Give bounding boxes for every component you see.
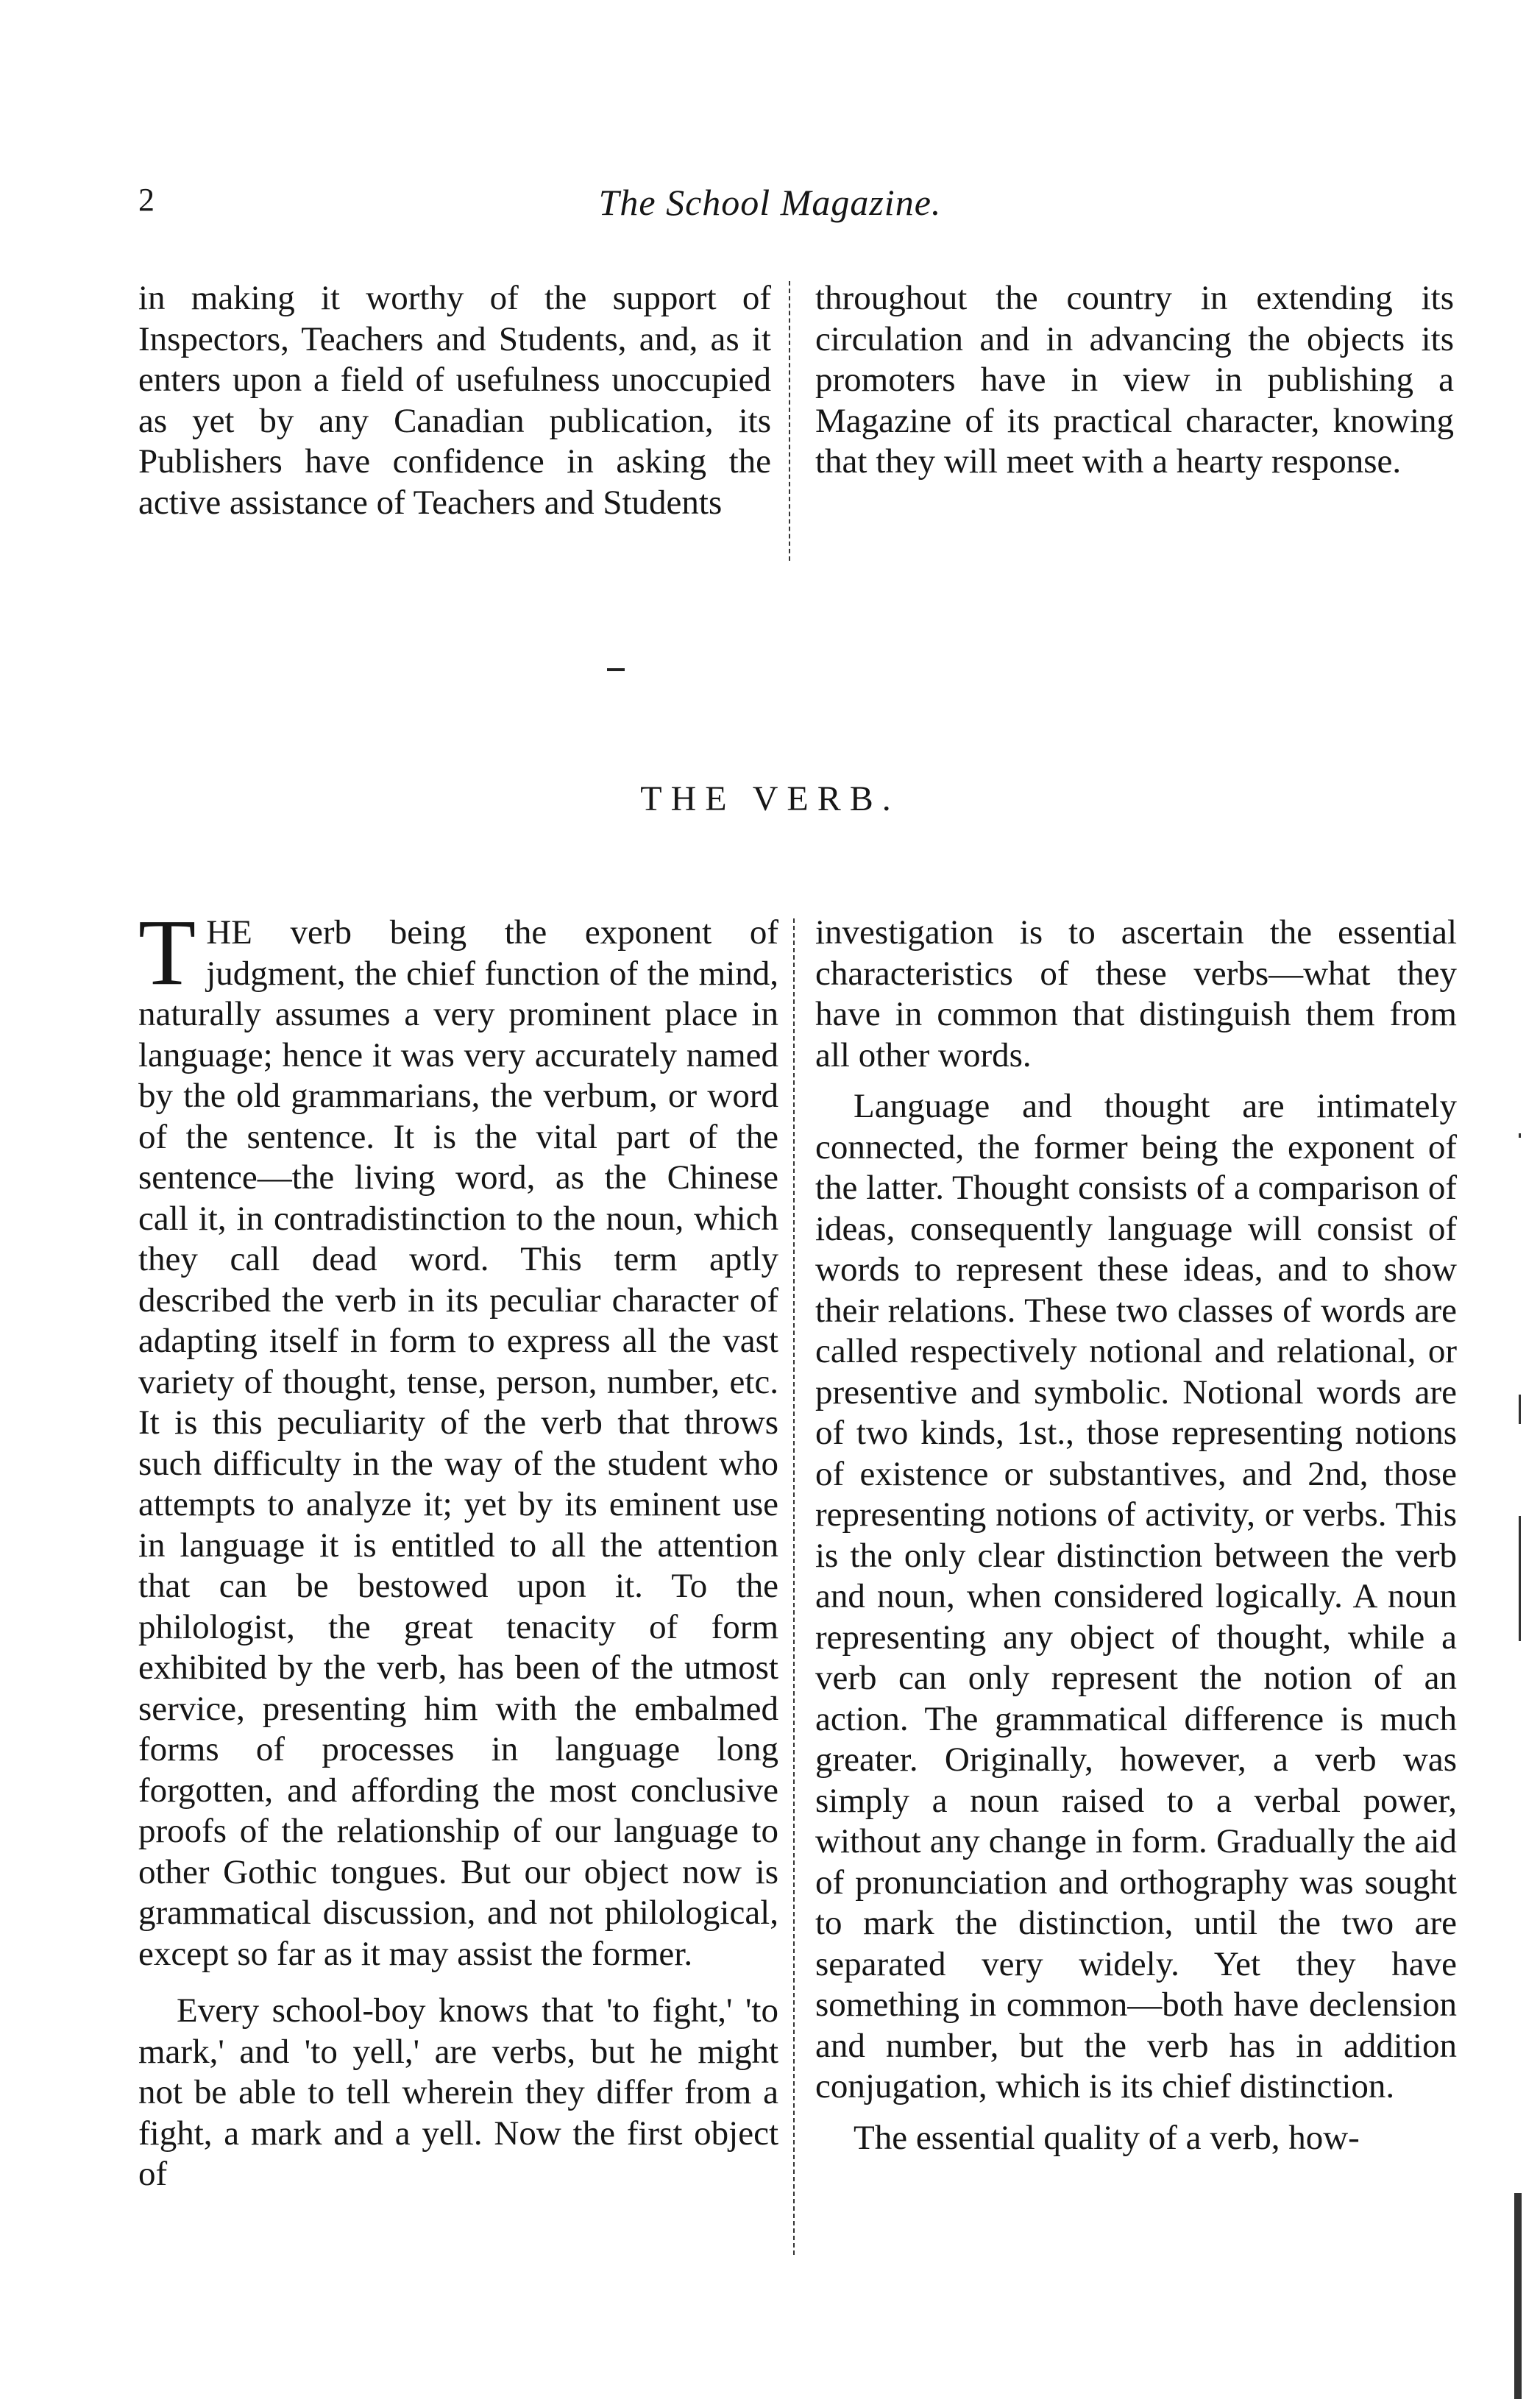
article-paragraph-3: investigation is to ascertain the essential characteristics of these verbs—what they have in common that distinguish them from all other words. [815, 913, 1457, 1074]
intro-column-rule [789, 281, 790, 561]
article-paragraph-1 [138, 900, 778, 1974]
section-divider [607, 668, 625, 671]
intro-right-text: throughout the country in extending its circulation and in advancing the objects its promoters have in view in publishing a Magazine of its practical character, knowing that they will meet with a hearty response. [815, 279, 1454, 481]
article-title: THE VERB. [640, 779, 900, 818]
page-number: 2 [138, 182, 155, 218]
intro-left-column [138, 278, 771, 523]
drop-cap: T [138, 900, 196, 1005]
article-paragraph-5: The essential quality of a verb, how- [854, 2118, 1360, 2157]
running-title: The School Magazine. [598, 182, 942, 223]
article-paragraph-2: Every school-boy knows that 'to fight,' 'to mark,' and 'to yell,' are verbs, but he might not be able to tell wherein they differ from a fight, a mark and a yell. Now the first object of [138, 1991, 778, 2193]
article-paragraph-4: Language and thought are intimately connected, the former being the exponent of the latter. Thought consists of a comparison of ideas, consequently language will consist of words to represent these ideas, and to show their relations. These two classes of words are called respectively notional and relational, or presentive and symbolic. Notional words are of two kinds, 1st., those representing notions of existence or substantives, and 2nd, those representing notions of activity, or verbs. This is the only clear distinction between the verb and noun, when considered logically. A noun representing any object of thought, while a verb can only represent the notion of an action. The grammatical difference is much greater. Originally, however, a verb was simply a noun raised to a verbal power, without any change in form. Gradually the aid of pronunciation and orthography was sought to mark the distinction, until the two are separated very widely. Yet they have something in common—both have declension and number, but the verb has in addition conjugation, which is its chief distinction. [815, 1087, 1457, 2105]
article-left-column [138, 900, 778, 2195]
article-right-column [815, 913, 1457, 2158]
scan-edge-mark [1519, 1133, 1521, 1138]
article-column-rule [793, 918, 795, 2255]
scan-edge-mark [1519, 1516, 1521, 1641]
intro-left-text: in making it worthy of the support of Inspectors, Teachers and Students, and, as it enters upon a field of usefulness unoccupied as yet by any Canadian publication, its Publishers have confidence in asking the active assistance of Teachers and Students [138, 279, 771, 522]
scan-edge-mark [1519, 1395, 1521, 1424]
scan-edge-mark [1514, 2193, 1522, 2399]
intro-right-column [815, 278, 1454, 483]
article-paragraph-1-text: HE verb being the exponent of judgment, the chief function of the mind, naturally assumes a very prominent place in language; hence it was very accurately named by the old grammarians, the verbum, or word of the sentence. It is the vital part of the sentence—the living word, as the Chinese call it, in contradistinction to the noun, which they call dead word. This term aptly described the verb in its peculiar character of adapting itself in form to express all the vast variety of thought, tense, person, number, etc. It is this peculiarity of the verb that throws such difficulty in the way of the student who attempts to analyze it; yet by its eminent use in language it is entitled to all the attention that can be bestowed upon it. To the philologist, the great tenacity of form exhibited by the verb, has been of the utmost service, presenting him with the embalmed forms of processes in language long forgotten, and affording the most conclusive proofs of the relationship of our language to other Gothic tongues. But our object now is grammatical discussion, and not philological, except so far as it may assist the former. [138, 913, 778, 1973]
